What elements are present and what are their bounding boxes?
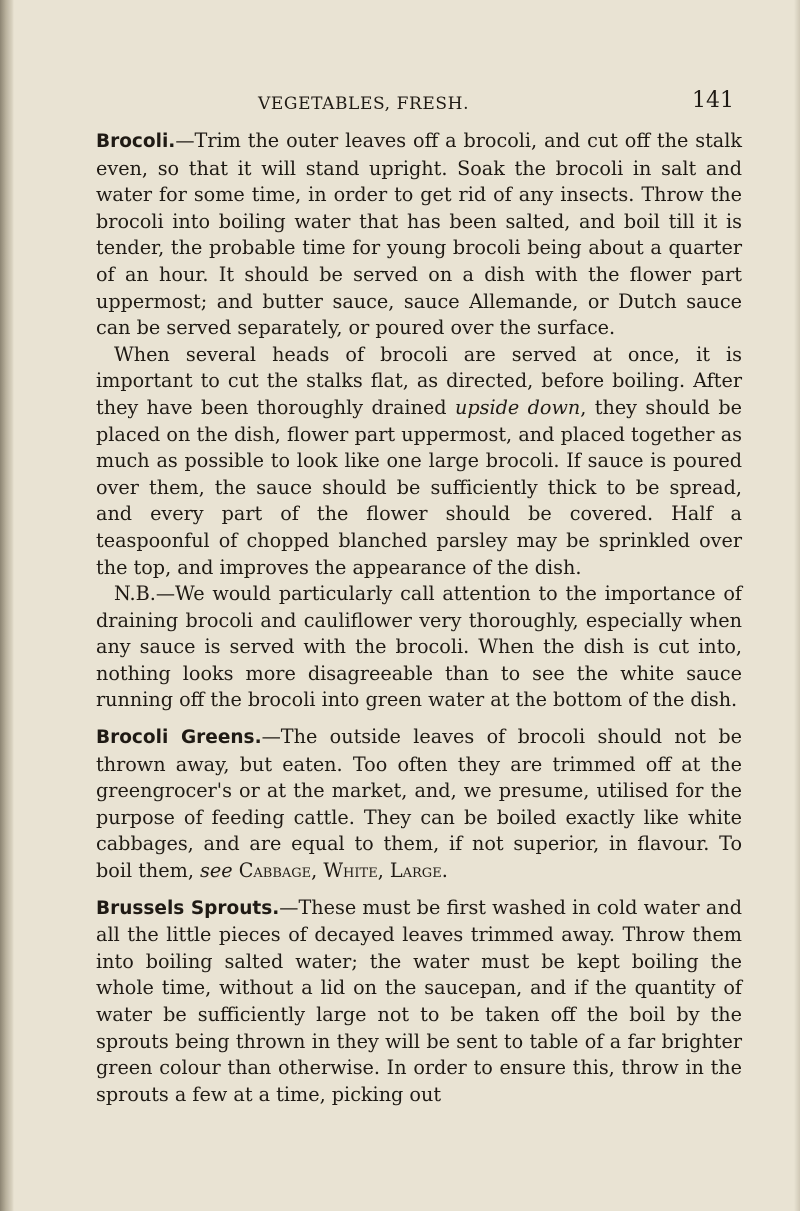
section-heading-brocoli: Brocoli.: [96, 131, 176, 152]
paragraph-brocoli: [96, 128, 742, 342]
paragraph-text: —These must be first washed in cold water and all the little pieces of decayed leaves trimmed away. Throw them into boiling salted water; the water must be kept boiling the whole time, without a lid on the saucepan, and if the quantity of water be sufficiently large not to be taken off the boil by the sprouts being thrown in they will be sent to table of a far brighter green colour than otherwise. In order to ensure this, throw in the sprouts a few at a time, picking out: [96, 895, 742, 1106]
paragraph-text: When several heads of brocoli are served at once, it is important to cut the stalks flat, as directed, before boiling. After they have been thoroughly drained: [96, 342, 742, 419]
paragraph-text: , they should be placed on the dish, flower part uppermost, and placed together as much as possible to look like one large brocoli. If sauce is poured over them, the sauce should be sufficiently thick to be spread, and every part of the flower should be covered. Half a teaspoonful of chopped blanched parsley may be sprinkled over the top, and improves the appearance of the dish.: [96, 395, 742, 579]
running-head: [96, 88, 742, 118]
page-binding-edge: [0, 0, 14, 1211]
page-number: 141: [692, 88, 734, 113]
paragraph-several-heads: [96, 342, 742, 581]
running-title: VEGETABLES, FRESH.: [258, 94, 470, 114]
paragraph-text: .: [441, 859, 448, 883]
section-heading-brocoli-greens: Brocoli Greens.: [96, 727, 262, 749]
paragraph-text: —The outside leaves of brocoli should not be thrown away, but eaten. Too often they are trimmed off at the greengrocer's or at the market, and, we presume, utilised for the purpose of feeding cattle. They can be boiled exactly like white cabbages, and are equal to them, if not superior, in flavour. To boil them,: [96, 725, 742, 883]
book-page: [96, 88, 742, 1108]
page-right-edge: [794, 0, 800, 1211]
cross-reference: Cabbage, White, Large: [238, 859, 442, 883]
paragraph-text: —Trim the outer leaves off a brocoli, and cut off the stalk even, so that it will stand upright. Soak the brocoli in salt and water for some time, in order to get rid of any insects. Throw the brocoli into boiling water that has been salted, and boil till it is tender, the probable time for young brocoli being about a quarter of an hour. It should be served on a dish with the flower part uppermost; and butter sauce, sauce Allemande, or Dutch sauce can be served separately, or poured over the surface.: [96, 129, 742, 340]
paragraph-nota-bene: [96, 581, 742, 714]
paragraph-brussels-sprouts: [96, 895, 742, 1109]
paragraph-brocoli-greens: [96, 724, 742, 885]
emphasis-text: see: [200, 859, 233, 883]
paragraph-text: N.B.—We would particularly call attention to the importance of draining brocoli and cauliflower very thoroughly, especially when any sauce is served with the brocoli. When the dish is cut into, nothing looks more disagreeable than to see the white sauce running off the brocoli into green water at the bottom of the dish.: [96, 582, 742, 712]
emphasis-text: upside down: [454, 395, 581, 419]
section-heading-brussels-sprouts: Brussels Sprouts.: [96, 897, 280, 919]
